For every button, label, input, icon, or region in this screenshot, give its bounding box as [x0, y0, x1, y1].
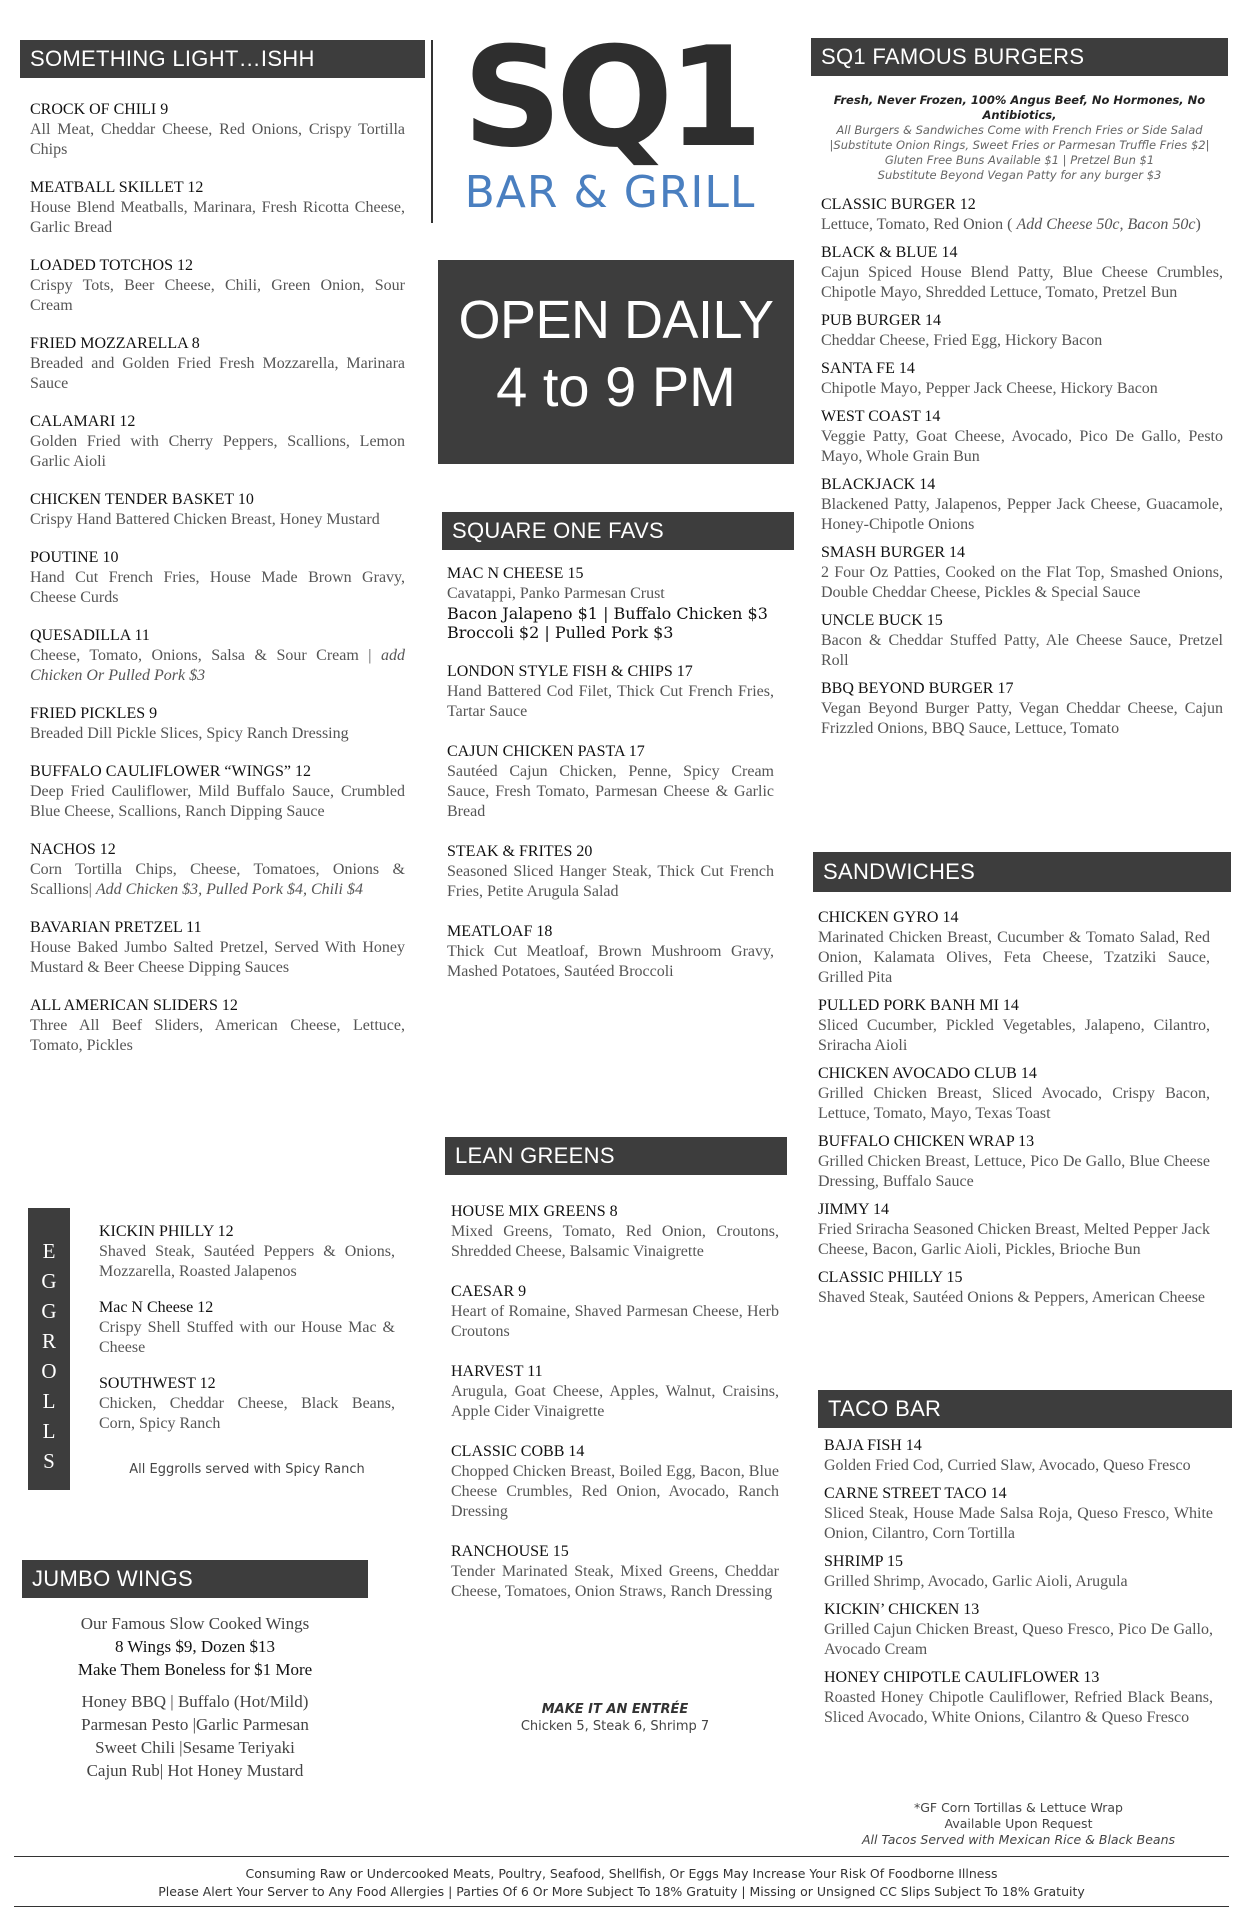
menu-item-name: CARNE STREET TACO 14 — [824, 1485, 1007, 1502]
light-items — [30, 100, 405, 1056]
wings-flavor: Cajun Rub| Hot Honey Mustard — [86, 1761, 304, 1780]
menu-item-desc — [99, 1394, 395, 1434]
menu-item-desc-text: House Blend Meatballs, Marinara, Fresh Ricotta Cheese, Garlic Bread — [30, 199, 405, 236]
menu-item-desc-text: Cavatappi, Panko Parmesan Crust — [447, 585, 665, 602]
wings-flavor: Parmesan Pesto |Garlic Parmesan — [81, 1715, 309, 1734]
menu-item-desc-text: Fried Sriracha Seasoned Chicken Breast, Melted Pepper Jack Cheese, Bacon, Garlic Aioli, Pickles, Brioche Bun — [818, 1221, 1210, 1258]
menu-item-extra: Add Chicken $3, Pulled Pork $4, Chili $4 — [95, 881, 363, 898]
wings-boneless: Make Them Boneless for $1 More — [77, 1660, 313, 1679]
greens-items — [451, 1202, 779, 1602]
section-header-wings: JUMBO WINGS — [22, 1560, 368, 1598]
eggrolls-letter: E — [42, 1239, 56, 1263]
menu-item-desc-text: House Baked Jumbo Salted Pretzel, Served With Honey Mustard & Beer Cheese Dipping Sauces — [30, 939, 405, 976]
section-header-tacos: TACO BAR — [818, 1390, 1232, 1428]
menu-item-desc — [30, 198, 405, 238]
section-header-burgers: SQ1 FAMOUS BURGERS — [811, 38, 1228, 76]
logo-subtitle: BAR & GRILL — [464, 167, 756, 218]
menu-item-name: FRIED MOZZARELLA 8 — [30, 335, 200, 352]
menu-item-name: NACHOS 12 — [30, 841, 116, 858]
wings-flavors — [22, 1690, 368, 1782]
menu-item-desc — [30, 276, 405, 316]
menu-item-name: CLASSIC PHILLY 15 — [818, 1269, 963, 1286]
section-header-favs: SQUARE ONE FAVS — [442, 512, 794, 550]
menu-item — [451, 1442, 779, 1522]
menu-item — [30, 918, 405, 978]
menu-item-desc-text: Blackened Patty, Jalapenos, Pepper Jack Cheese, Guacamole, Honey-Chipotle Onions — [821, 496, 1223, 533]
menu-item-desc-text: Sautéed Cajun Chicken, Penne, Spicy Cream Sauce, Fresh Tomato, Parmesan Cheese & Garlic Bread — [447, 763, 774, 820]
menu-item-desc-text: 2 Four Oz Patties, Cooked on the Flat Top, Smashed Onions, Double Cheddar Cheese, Pickles & Special Sauce — [821, 564, 1223, 601]
eggroll-note: All Eggrolls served with Spicy Ranch — [129, 1462, 365, 1477]
menu-item — [821, 679, 1223, 739]
menu-item-desc-text: Crispy Hand Battered Chicken Breast, Honey Mustard — [30, 511, 380, 528]
menu-item-name: CLASSIC BURGER 12 — [821, 196, 976, 213]
menu-item-name: BLACK & BLUE 14 — [821, 244, 958, 261]
menu-item-desc — [818, 1288, 1210, 1308]
menu-item — [821, 543, 1223, 603]
menu-item-desc-text: Grilled Chicken Breast, Sliced Avocado, Crispy Bacon, Lettuce, Tomato, Mayo, Texas Toast — [818, 1085, 1210, 1122]
menu-item-desc — [447, 942, 774, 982]
menu-item-desc — [818, 928, 1210, 988]
menu-item-name: BAVARIAN PRETZEL 11 — [30, 919, 202, 936]
menu-item-name: RANCHOUSE 15 — [451, 1543, 569, 1560]
menu-item-name: MEATBALL SKILLET 12 — [30, 179, 204, 196]
footer-line-2: Please Alert Your Server to Any Food Allergies | Parties Of 6 Or More Subject To 18% Gratuity | Missing or Unsigned CC Slips Subject To 18% Gratuity — [158, 1884, 1085, 1899]
footer-rule-top — [14, 1856, 1229, 1857]
menu-item-desc-text: Breaded Dill Pickle Slices, Spicy Ranch Dressing — [30, 725, 349, 742]
menu-item-desc-text: Tender Marinated Steak, Mixed Greens, Cheddar Cheese, Tomatoes, Onion Straws, Ranch Dressing — [451, 1563, 779, 1600]
menu-item-name: SMASH BURGER 14 — [821, 544, 966, 561]
menu-item — [30, 490, 405, 530]
menu-item-name: CHICKEN GYRO 14 — [818, 909, 959, 926]
menu-item-desc — [451, 1462, 779, 1522]
menu-item-desc — [447, 762, 774, 822]
menu-item-name: KICKIN PHILLY 12 — [99, 1223, 234, 1240]
menu-item — [447, 922, 774, 982]
menu-item-desc — [99, 1242, 395, 1282]
menu-item — [818, 1200, 1210, 1260]
menu-item-name: POUTINE 10 — [30, 549, 119, 566]
menu-item-name: QUESADILLA 11 — [30, 627, 150, 644]
section-header-greens: LEAN GREENS — [445, 1137, 787, 1175]
menu-item-desc-text: Shaved Steak, Sautéed Peppers & Onions, Mozzarella, Roasted Jalapenos — [99, 1243, 395, 1280]
menu-item-desc-text: Breaded and Golden Fried Fresh Mozzarella, Marinara Sauce — [30, 355, 405, 392]
menu-item-desc — [821, 631, 1223, 671]
taco-notes — [824, 1800, 1213, 1848]
eggrolls-letter: L — [42, 1419, 56, 1443]
footer-line-1: Consuming Raw or Undercooked Meats, Poultry, Seafood, Shellfish, Or Eggs May Increase Your Risk Of Foodborne Illness — [245, 1866, 998, 1881]
menu-item — [99, 1222, 395, 1282]
menu-item-desc — [447, 682, 774, 722]
entree-note — [451, 1702, 779, 1734]
menu-item-desc-text: Chicken, Cheddar Cheese, Black Beans, Corn, Spicy Ranch — [99, 1395, 395, 1432]
menu-item-desc-text: Three All Beef Sliders, American Cheese, Lettuce, Tomato, Pickles — [30, 1017, 405, 1054]
eggrolls-letter: O — [41, 1359, 57, 1383]
menu-item-desc-text: Marinated Chicken Breast, Cucumber & Tomato Salad, Red Onion, Kalamata Olives, Feta Cheese, Tzatziki Sauce, Grilled Pita — [818, 929, 1210, 986]
menu-item-desc — [30, 1016, 405, 1056]
eggroll-items — [99, 1222, 395, 1434]
menu-item — [824, 1668, 1213, 1728]
menu-item-desc-text: Grilled Cajun Chicken Breast, Queso Fresco, Pico De Gallo, Avocado Cream — [824, 1621, 1213, 1658]
menu-item — [818, 1132, 1210, 1192]
menu-item-name: BAJA FISH 14 — [824, 1437, 922, 1454]
menu-item-desc-text: Roasted Honey Chipotle Cauliflower, Refried Black Beans, Sliced Avocado, White Onions, Cilantro & Queso Fresco — [824, 1689, 1213, 1726]
wings-price: 8 Wings $9, Dozen $13 — [114, 1637, 275, 1656]
burger-note-line: Substitute Beyond Vegan Patty for any burger $3 — [877, 168, 1162, 182]
logo-sq1: SQ1 — [462, 17, 758, 178]
menu-item-desc — [821, 563, 1223, 603]
menu-item — [824, 1600, 1213, 1660]
menu-item-name: PULLED PORK BANH MI 14 — [818, 997, 1019, 1014]
menu-item — [818, 1268, 1210, 1308]
menu-item — [30, 178, 405, 238]
menu-item-desc-text: Corn Tortilla Chips, Cheese, Tomatoes, Onions & Scallions| — [30, 861, 405, 898]
menu-item-desc-text: Cajun Spiced House Blend Patty, Blue Cheese Crumbles, Chipotle Mayo, Shredded Lettuce, Tomato, Pretzel Bun — [821, 264, 1223, 301]
menu-item-desc — [451, 1382, 779, 1422]
menu-item-name: Mac N Cheese 12 — [99, 1299, 214, 1316]
burger-items — [821, 195, 1223, 739]
menu-item-name: MEATLOAF 18 — [447, 923, 553, 940]
menu-item — [824, 1552, 1213, 1592]
menu-item — [818, 908, 1210, 988]
menu-item-name: CHICKEN AVOCADO CLUB 14 — [818, 1065, 1037, 1082]
menu-item — [30, 704, 405, 744]
menu-item-desc — [818, 1152, 1210, 1192]
menu-item-name: HARVEST 11 — [451, 1363, 543, 1380]
wings-intro: Our Famous Slow Cooked Wings — [80, 1614, 310, 1633]
menu-item-desc — [30, 510, 405, 530]
menu-item-name: FRIED PICKLES 9 — [30, 705, 158, 722]
menu-item — [447, 842, 774, 902]
menu-item — [30, 626, 405, 686]
menu-item-extra: add Chicken Or Pulled Pork $3 — [30, 647, 406, 684]
eggrolls-letter: L — [42, 1389, 56, 1413]
entree-title: MAKE IT AN ENTRÉE — [541, 1702, 689, 1717]
eggrolls-letter: S — [43, 1449, 55, 1473]
menu-item — [447, 564, 774, 642]
menu-item-desc — [30, 568, 405, 608]
taco-note-3: All Tacos Served with Mexican Rice & Black Beans — [861, 1832, 1176, 1847]
entree-desc: Chicken 5, Steak 6, Shrimp 7 — [520, 1719, 710, 1734]
menu-item-name: CAESAR 9 — [451, 1283, 527, 1300]
menu-item-desc — [818, 1016, 1210, 1056]
eggrolls-letter: R — [41, 1329, 56, 1353]
menu-item-desc-text: Grilled Shrimp, Avocado, Garlic Aioli, Arugula — [824, 1573, 1128, 1590]
menu-item-name: BUFFALO CAULIFLOWER “WINGS” 12 — [30, 763, 312, 780]
menu-item-desc-text: Cheddar Cheese, Fried Egg, Hickory Bacon — [821, 332, 1103, 349]
menu-item-desc-text: Sliced Steak, House Made Salsa Roja, Queso Fresco, White Onion, Cilantro, Corn Tortilla — [824, 1505, 1213, 1542]
taco-note-2: Available Upon Request — [944, 1816, 1093, 1831]
menu-item-desc — [824, 1620, 1213, 1660]
divider — [431, 40, 433, 223]
menu-item-name: CAJUN CHICKEN PASTA 17 — [447, 743, 645, 760]
menu-item-desc — [30, 646, 405, 686]
menu-item-desc-text: Sliced Cucumber, Pickled Vegetables, Jalapeno, Cilantro, Sriracha Aioli — [818, 1017, 1210, 1054]
hours-box — [438, 260, 794, 464]
menu-item-name: SHRIMP 15 — [824, 1553, 903, 1570]
hours-line1: OPEN DAILY — [458, 290, 774, 350]
menu-item-desc-text: Vegan Beyond Burger Patty, Vegan Cheddar Cheese, Cajun Frizzled Onions, BBQ Sauce, Lettuce, Tomato — [821, 700, 1223, 737]
menu-item-name: LONDON STYLE FISH & CHIPS 17 — [447, 663, 693, 680]
menu-item-name: MAC N CHEESE 15 — [447, 565, 584, 582]
menu-item — [818, 1064, 1210, 1124]
menu-item — [30, 100, 405, 160]
sandwich-items — [818, 908, 1210, 1308]
burger-notes — [806, 93, 1233, 183]
menu-item-desc — [30, 724, 405, 744]
menu-item-tail: ) — [1195, 216, 1201, 233]
menu-item-desc — [821, 495, 1223, 535]
menu-item-name: BLACKJACK 14 — [821, 476, 936, 493]
menu-item-desc — [824, 1456, 1213, 1476]
menu-item-desc-text: All Meat, Cheddar Cheese, Red Onions, Crispy Tortilla Chips — [30, 121, 405, 158]
menu-item-desc — [824, 1688, 1213, 1728]
menu-item-desc-text: Thick Cut Meatloaf, Brown Mushroom Gravy, Mashed Potatoes, Sautéed Broccoli — [447, 943, 774, 980]
taco-items — [824, 1436, 1213, 1728]
taco-note-1: *GF Corn Tortillas & Lettuce Wrap — [913, 1800, 1123, 1815]
menu-item-desc — [821, 263, 1223, 303]
menu-item-desc — [30, 860, 405, 900]
menu-item-name: KICKIN’ CHICKEN 13 — [824, 1601, 980, 1618]
menu-item — [30, 256, 405, 316]
menu-item-desc — [99, 1318, 395, 1358]
menu-item-desc — [447, 862, 774, 902]
menu-item — [821, 195, 1223, 235]
menu-item-desc — [30, 432, 405, 472]
menu-item-name: HONEY CHIPOTLE CAULIFLOWER 13 — [824, 1669, 1100, 1686]
menu-item-extra: Add Cheese 50c, Bacon 50c — [1016, 216, 1196, 233]
menu-item — [451, 1282, 779, 1342]
menu-item-name: HOUSE MIX GREENS 8 — [451, 1203, 618, 1220]
menu-item-desc-text: Veggie Patty, Goat Cheese, Avocado, Pico De Gallo, Pesto Mayo, Whole Grain Bun — [821, 428, 1223, 465]
menu-item-name: JIMMY 14 — [818, 1201, 889, 1218]
menu-item-desc — [451, 1302, 779, 1342]
eggrolls-letter: G — [41, 1269, 57, 1293]
menu-item-desc — [821, 427, 1223, 467]
wings-info — [22, 1612, 368, 1782]
logo — [440, 17, 780, 218]
menu-item — [99, 1374, 395, 1434]
menu-item-desc — [451, 1222, 779, 1262]
menu-item — [451, 1542, 779, 1602]
menu-item-desc-text: Lettuce, Tomato, Red Onion ( — [821, 216, 1013, 233]
menu-item-name: UNCLE BUCK 15 — [821, 612, 943, 629]
menu-item-name: CROCK OF CHILI 9 — [30, 101, 169, 118]
menu-item — [30, 996, 405, 1056]
menu-item — [821, 407, 1223, 467]
menu-item — [821, 359, 1223, 399]
menu-item — [824, 1436, 1213, 1476]
section-header-light: SOMETHING LIGHT…ISHH — [20, 40, 425, 78]
menu-item-desc-text: Shaved Steak, Sautéed Onions & Peppers, American Cheese — [818, 1289, 1206, 1306]
menu-item — [451, 1362, 779, 1422]
menu-item-desc-text: Arugula, Goat Cheese, Apples, Walnut, Craisins, Apple Cider Vinaigrette — [451, 1383, 779, 1420]
menu-item-name: STEAK & FRITES 20 — [447, 843, 593, 860]
menu-item-desc-text: Seasoned Sliced Hanger Steak, Thick Cut French Fries, Petite Arugula Salad — [447, 863, 774, 900]
menu-item — [821, 611, 1223, 671]
menu-item-desc-text: Deep Fried Cauliflower, Mild Buffalo Sauce, Crumbled Blue Cheese, Scallions, Ranch Dipping Sauce — [30, 783, 405, 820]
menu-item-name: BUFFALO CHICKEN WRAP 13 — [818, 1133, 1035, 1150]
menu-item — [447, 662, 774, 722]
burger-note-line: |Substitute Onion Rings, Sweet Fries or Parmesan Truffle Fries $2| — [829, 138, 1210, 152]
menu-item-desc-text: Heart of Romaine, Shaved Parmesan Cheese, Herb Croutons — [451, 1303, 779, 1340]
favs-items — [447, 564, 774, 982]
menu-item — [821, 475, 1223, 535]
footer — [14, 1865, 1229, 1901]
menu-item — [30, 548, 405, 608]
menu-item-desc-text: Mixed Greens, Tomato, Red Onion, Croutons, Shredded Cheese, Balsamic Vinaigrette — [451, 1223, 779, 1260]
menu-item-name: CLASSIC COBB 14 — [451, 1443, 585, 1460]
menu-item-desc — [451, 1562, 779, 1602]
menu-item-desc-text: Crispy Tots, Beer Cheese, Chili, Green Onion, Sour Cream — [30, 277, 405, 314]
menu-item-desc — [821, 699, 1223, 739]
menu-item-desc-text: Hand Battered Cod Filet, Thick Cut French Fries, Tartar Sauce — [447, 683, 774, 720]
menu-item — [30, 412, 405, 472]
footer-rule-bottom — [14, 1906, 1229, 1907]
wings-flavor: Sweet Chili |Sesame Teriyaki — [95, 1738, 295, 1757]
menu-item-desc — [30, 120, 405, 160]
menu-item-desc — [447, 584, 774, 604]
menu-item-desc-text: Golden Fried Cod, Curried Slaw, Avocado, Queso Fresco — [824, 1457, 1191, 1474]
menu-item-desc — [821, 215, 1223, 235]
menu-item — [99, 1298, 395, 1358]
menu-item-desc-text: Cheese, Tomato, Onions, Salsa & Sour Cream | — [30, 647, 372, 664]
menu-item-extra: Bacon Jalapeno $1 | Buffalo Chicken $3 Broccoli $2 | Pulled Pork $3 — [447, 604, 768, 642]
eggrolls-letter: G — [41, 1299, 57, 1323]
menu-item-desc — [30, 354, 405, 394]
menu-item — [451, 1202, 779, 1262]
menu-item — [30, 762, 405, 822]
burger-note-line: Gluten Free Buns Available $1 | Pretzel Bun $1 — [884, 153, 1155, 167]
menu-item-name: ALL AMERICAN SLIDERS 12 — [30, 997, 238, 1014]
menu-item — [447, 742, 774, 822]
menu-item — [818, 996, 1210, 1056]
menu-item-name: LOADED TOTCHOS 12 — [30, 257, 193, 274]
menu-item-name: PUB BURGER 14 — [821, 312, 942, 329]
menu-item-desc — [818, 1220, 1210, 1260]
menu-item-desc — [818, 1084, 1210, 1124]
menu-item-desc — [824, 1572, 1213, 1592]
menu-item-desc — [821, 379, 1223, 399]
section-header-sandwiches: SANDWICHES — [813, 852, 1231, 892]
menu-item-desc-text: Hand Cut French Fries, House Made Brown Gravy, Cheese Curds — [30, 569, 405, 606]
menu-item-desc-text: Chopped Chicken Breast, Boiled Egg, Bacon, Blue Cheese Crumbles, Red Onion, Avocado, Ranch Dressing — [451, 1463, 779, 1520]
menu-item-desc-text: Grilled Chicken Breast, Lettuce, Pico De Gallo, Blue Cheese Dressing, Buffalo Sauce — [818, 1153, 1210, 1190]
menu-item — [30, 334, 405, 394]
hours-line2: 4 to 9 PM — [496, 355, 736, 418]
menu-item-name: CALAMARI 12 — [30, 413, 136, 430]
menu-item-desc-text: Golden Fried with Cherry Peppers, Scallions, Lemon Garlic Aioli — [30, 433, 405, 470]
menu-item-name: WEST COAST 14 — [821, 408, 941, 425]
menu-item-name: CHICKEN TENDER BASKET 10 — [30, 491, 254, 508]
menu-item-desc — [30, 782, 405, 822]
burger-note-line: All Burgers & Sandwiches Come with French Fries or Side Salad — [836, 123, 1203, 137]
menu-item-desc-text: Bacon & Cheddar Stuffed Patty, Ale Cheese Sauce, Pretzel Roll — [821, 632, 1223, 669]
menu-item-desc — [30, 938, 405, 978]
menu-item-name: SOUTHWEST 12 — [99, 1375, 216, 1392]
menu-item-name: SANTA FE 14 — [821, 360, 915, 377]
menu-item — [824, 1484, 1213, 1544]
menu-item-name: BBQ BEYOND BURGER 17 — [821, 680, 1014, 697]
wings-flavor: Honey BBQ | Buffalo (Hot/Mild) — [81, 1692, 309, 1711]
menu-item — [821, 311, 1223, 351]
burger-note-main: Fresh, Never Frozen, 100% Angus Beef, No Hormones, No Antibiotics, — [833, 93, 1206, 122]
menu-item-desc — [824, 1504, 1213, 1544]
menu-item-desc — [821, 331, 1223, 351]
menu-item — [30, 840, 405, 900]
menu-item-desc-text: Crispy Shell Stuffed with our House Mac & Cheese — [99, 1319, 395, 1356]
menu-item — [821, 243, 1223, 303]
menu-item-desc-text: Chipotle Mayo, Pepper Jack Cheese, Hickory Bacon — [821, 380, 1158, 397]
eggrolls-side-label — [28, 1208, 70, 1490]
